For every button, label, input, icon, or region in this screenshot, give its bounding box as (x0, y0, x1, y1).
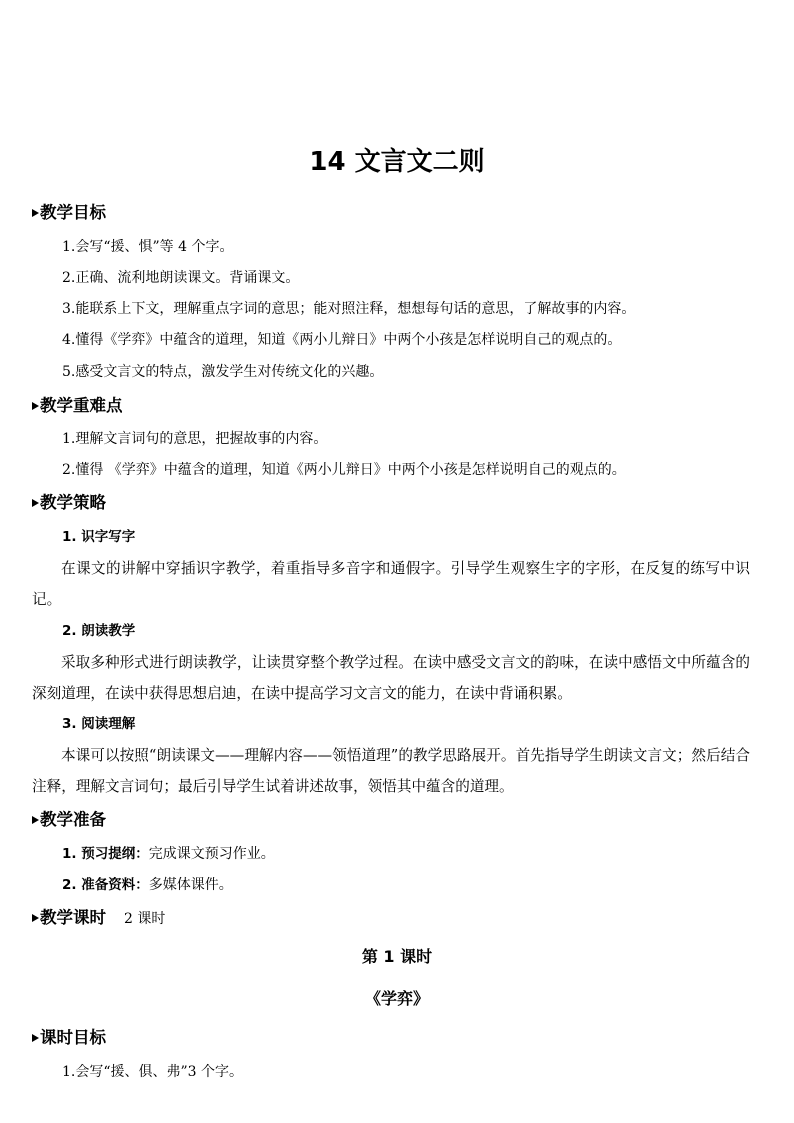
section-heading-preparation (32, 807, 106, 833)
heading-text: 教学重难点 (40, 396, 123, 415)
key-point-item: 1.理解文言词句的意思，把握故事的内容。 (62, 431, 328, 447)
heading-text: 教学策略 (40, 493, 106, 512)
triangle-bullet-icon (32, 209, 39, 217)
lesson-goal-item: 1.会写“援、俱、弗”3 个字。 (62, 1064, 244, 1080)
page-title: 14 文言文二则 (309, 147, 485, 177)
goal-item: 1.会写“援、惧”等 4 个字。 (62, 239, 234, 255)
strategy-paragraph: 采取多种形式进行朗读教学，让读贯穿整个教学过程。在读中感受文言文的韵味，在读中感悟文中所蕴含的深刻道理，在读中获得思想启迪，在读中提高学习文言文的能力，在读中背诵积累。 (32, 654, 750, 702)
lesson-subtitle: 《学弈》 (364, 989, 429, 1008)
triangle-bullet-icon (32, 402, 39, 410)
section-heading-key-points (32, 393, 123, 419)
heading-text: 教学准备 (40, 810, 106, 829)
strategy-paragraph: 在课文的讲解中穿插识字教学，着重指导多音字和通假字。引导学生观察生字的字形，在反复的练写中识记。 (32, 560, 750, 608)
lesson-title: 第 1 课时 (361, 947, 433, 966)
preparation-text: 完成课文预习作业。 (148, 846, 275, 862)
strategy-subtitle: 3. 阅读理解 (62, 716, 136, 732)
heading-text: 教学目标 (40, 203, 106, 222)
key-point-item: 2.懂得 《学弈》中蕴含的道理，知道《两小儿辩日》中两个小孩是怎样说明自己的观点的。 (62, 462, 626, 478)
section-heading-goals (32, 200, 106, 226)
heading-text: 课时目标 (40, 1028, 106, 1047)
triangle-bullet-icon (32, 816, 39, 824)
preparation-item (62, 843, 275, 865)
preparation-text: 多媒体课件。 (148, 877, 233, 893)
goal-item: 2.正确、流利地朗读课文。背诵课文。 (62, 270, 300, 286)
strategy-subtitle: 1. 识字写字 (62, 529, 136, 545)
triangle-bullet-icon (32, 914, 39, 922)
goal-item: 3.能联系上下文，理解重点字词的意思；能对照注释，想想每句话的意思，了解故事的内容。 (62, 301, 636, 317)
hours-value: 2 课时 (124, 911, 166, 927)
section-heading-hours (32, 905, 165, 932)
strategy-paragraph: 本课可以按照“朗读课文——理解内容——领悟道理”的教学思路展开。首先指导学生朗读文言文；然后结合注释，理解文言词句；最后引导学生试着讲述故事，领悟其中蕴含的道理。 (32, 747, 750, 795)
goal-item: 5.感受文言文的特点，激发学生对传统文化的兴趣。 (62, 364, 384, 380)
heading-text: 教学课时 (40, 908, 106, 927)
triangle-bullet-icon (32, 1034, 39, 1042)
preparation-item (62, 874, 233, 896)
section-heading-lesson-goals (32, 1025, 106, 1051)
preparation-label: 2. 准备资料： (62, 877, 149, 893)
triangle-bullet-icon (32, 499, 39, 507)
section-heading-strategy (32, 490, 106, 516)
preparation-label: 1. 预习提纲： (62, 846, 149, 862)
goal-item: 4.懂得《学弈》中蕴含的道理，知道《两小儿辩日》中两个小孩是怎样说明自己的观点的。 (62, 332, 622, 348)
strategy-subtitle: 2. 朗读教学 (62, 623, 136, 639)
